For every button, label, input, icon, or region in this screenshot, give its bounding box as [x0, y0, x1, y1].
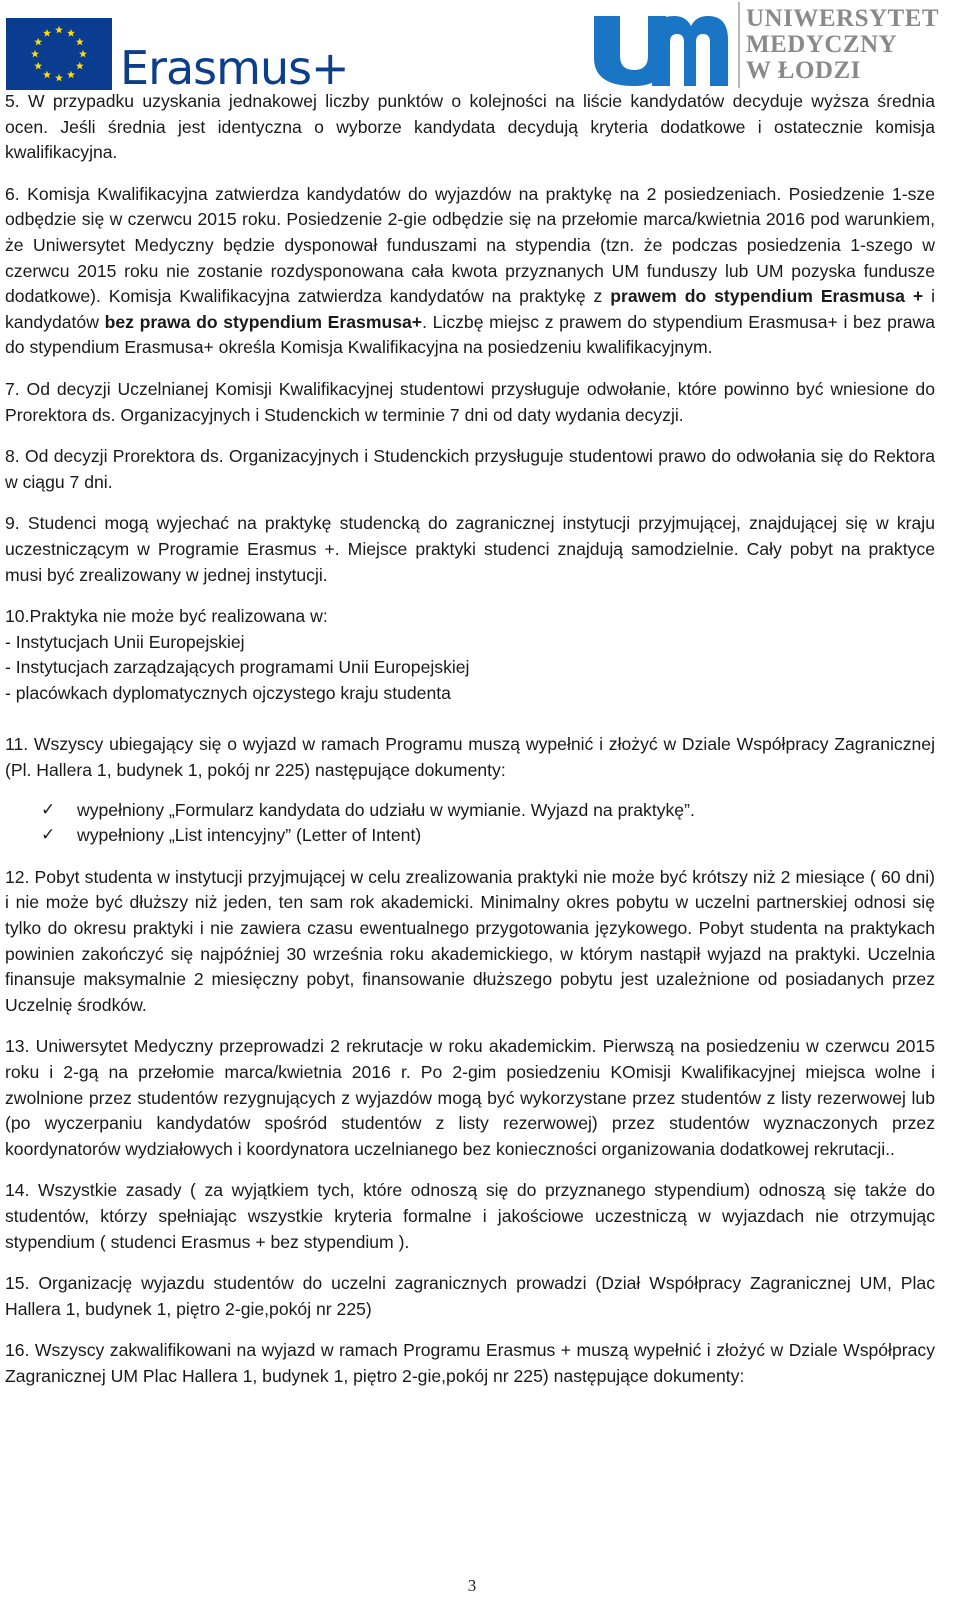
eu-star-icon: [34, 62, 42, 70]
paragraph-12: 12. Pobyt studenta w instytucji przyjmującej w celu zrealizowania praktyki nie może być krótszy niż 2 miesiące ( 60 dni) i nie może być dłuższy niż jeden, ten sam rok akademicki. Minimalny okres pobytu w uczelni partnerskiej odnosi się tylko do okresu praktyki i nie zawiera czasu ewentualnego przygotowania językowego. Pobyt studenta na praktykach powinien zakończyć się najpóźniej 30 września roku akademickiego, w którym nastąpił wyjazd na praktyki. Uczelnia finansuje maksymalnie 2 miesięczny pobyt, finansowanie dłuższego pobytu jest uzależnione od posiadanych przez Uczelnię środków.: [5, 866, 935, 1015]
paragraph-8: 8. Od decyzji Prorektora ds. Organizacyjnych i Studenckich przysługuje studentowi prawo do odwołania się do Rektora w ciągu 7 dni.: [5, 446, 935, 492]
paragraph-15: 15. Organizację wyjazdu studentów do uczelni zagranicznych prowadzi (Dział Współpracy Zagranicznej UM, Plac Hallera 1, budynek 1, piętro 2-gie,pokój nr 225): [5, 1273, 935, 1319]
checklist-item: [5, 823, 935, 849]
bold-with-scholarship: prawem do stypendium Erasmusa +: [610, 286, 924, 307]
checkmark-icon: ✓: [41, 799, 56, 820]
eu-star-icon: [55, 26, 63, 34]
spacer: [5, 706, 935, 732]
checklist-item: [5, 798, 935, 824]
eu-star-icon: [43, 71, 51, 79]
document-body: [5, 89, 935, 1406]
paragraph-16: 16. Wszyscy zakwalifikowani na wyjazd w ramach Programu Erasmus + muszą wypełnić i złożyć w Dziale Współpracy Zagranicznej UM Plac Hallera 1, budynek 1, piętro 2-gie,pokój nr 225) następujące dokumenty:: [5, 1340, 935, 1386]
checkmark-icon: ✓: [41, 825, 56, 846]
erasmus-plus-logo: Erasmus+: [120, 41, 349, 95]
paragraph-6: [5, 182, 935, 361]
um-monogram-icon: [590, 6, 730, 90]
eu-star-icon: [76, 38, 84, 46]
paragraph-6-text: i kandydatów: [5, 286, 935, 332]
paragraph-6-text: 6. Komisja Kwalifikacyjna zatwierdza kandydatów do wyjazdów na praktykę na 2 posiedzeniach. Posiedzenie 1-sze odbędzie się w czerwcu 2015 roku. Posiedzenie 2-gie odbędzie się na przełomie marca/kwietnia 2016 pod warunkiem, że Uniwersytet Medyczny będzie dysponował funduszami na stypendia (tzn. że podczas posiedzenia 1-szego w czerwcu 2015 roku nie zostanie rozdysponowana cała kwota przyznanych UM funduszy lub UM pozyska fundusze dodatkowe). Komisja Kwalifikacyjna zatwierdza kandydatów na praktykę z: [5, 183, 935, 307]
checklist-item-text: wypełniony „Formularz kandydata do udziału w wymianie. Wyjazd na praktykę”.: [77, 799, 695, 820]
eu-star-icon: [67, 29, 75, 37]
eu-star-icon: [34, 38, 42, 46]
university-logo-line: MEDYCZNY: [746, 31, 898, 58]
checklist-item-text: wypełniony „List intencyjny” (Letter of Intent): [77, 825, 422, 846]
paragraph-9: 9. Studenci mogą wyjechać na praktykę studencką do zagranicznej instytucji przyjmującej, znajdującej się w kraju uczestniczącym w Programie Erasmus +. Miejsce praktyki studenci znajdują samodzielnie. Cały pobyt na praktyce musi być zrealizowany w jednej instytucji.: [5, 513, 935, 585]
university-logo-line: W ŁODZI: [746, 57, 861, 84]
list-item: - placówkach dyplomatycznych ojczystego kraju studenta: [5, 682, 451, 703]
paragraph-7: 7. Od decyzji Uczelnianej Komisji Kwalifikacyjnej studentowi przysługuje odwołanie, które powinno być wniesione do Prorektora ds. Organizacyjnych i Studenckich w terminie 7 dni od daty wydania decyzji.: [5, 378, 935, 425]
eu-star-icon: [55, 74, 63, 82]
list-item: - Instytucjach Unii Europejskiej: [5, 631, 245, 652]
eu-flag-icon: [6, 18, 112, 90]
paragraph-6-text: . Liczbę miejsc z prawem do stypendium Erasmusa+ i bez prawa do stypendium Erasmusa+ określa Komisja Kwalifikacyjna na posiedzeniu kwalifikacyjnym.: [5, 311, 935, 358]
eu-star-icon: [67, 71, 75, 79]
eu-star-icon: [31, 50, 39, 58]
logo-divider: [738, 2, 740, 88]
page-number: 3: [467, 1576, 477, 1595]
eu-star-icon: [43, 29, 51, 37]
university-logo-text: [746, 6, 956, 84]
eu-star-icon: [79, 50, 87, 58]
paragraph-10-heading: 10.Praktyka nie może być realizowana w:: [5, 606, 328, 627]
paragraph-13: 13. Uniwersytet Medyczny przeprowadzi 2 rekrutacje w roku akademickim. Pierwszą na posiedzeniu w czerwcu 2015 roku i 2-gą na przełomie marca/kwietnia 2016 r. Po 2-gim posiedzeniu KOmisji Kwalifikacyjnej miejsca wolne i zwolnione przez studentów rezygnujących z wyjazdów mogą być wykorzystane przez studentów z listy rezerwowej lub (po wyczerpaniu kandydatów spośród studentów z listy rezerwowej) przez studentów wyznaczonych przez koordynatorów wydziałowych i koordynatora uczelnianego bez konieczności organizowania dodatkowej rekrutacji..: [5, 1036, 935, 1159]
eu-star-icon: [76, 62, 84, 70]
paragraph-10: [5, 604, 935, 706]
paragraph-14: 14. Wszystkie zasady ( za wyjątkiem tych, które odnoszą się do przyznanego stypendium) odnoszą się także do studentów, którzy spełniając wszystkie kryteria formalne i jakościowe uczestniczą w wyjazdach nie otrzymując stypendium ( studenci Erasmus + bez stypendium ).: [5, 1180, 935, 1252]
paragraph-5: 5. W przypadku uzyskania jednakowej liczby punktów o kolejności na liście kandydatów decyduje wyższa średnia ocen. Jeśli średnia jest identyczna o wyborze kandydata decydują kryteria dodatkowe i ostatecznie komisja kwalifikacyjna.: [5, 91, 935, 163]
document-checklist: [5, 798, 935, 849]
bold-without-scholarship: bez prawa do stypendium Erasmusa+: [104, 311, 423, 332]
paragraph-11: 11. Wszyscy ubiegający się o wyjazd w ramach Programu muszą wypełnić i złożyć w Dziale Współpracy Zagranicznej (Pl. Hallera 1, budynek 1, pokój nr 225) następujące dokumenty:: [5, 734, 935, 781]
page-header: [0, 0, 960, 95]
university-logo-line: UNIWERSYTET: [746, 5, 940, 32]
list-item: - Instytucjach zarządzających programami Unii Europejskiej: [5, 657, 470, 678]
